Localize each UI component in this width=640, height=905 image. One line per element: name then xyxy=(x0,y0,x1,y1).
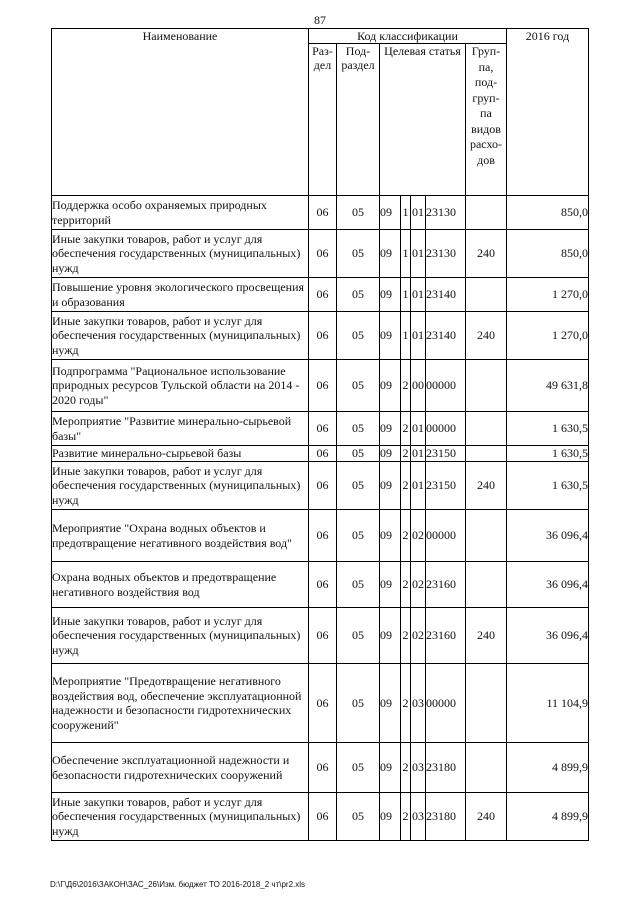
row-expense-group: 240 xyxy=(466,462,507,510)
row-target-event: 00 xyxy=(411,360,426,412)
file-path-footer: D:\Г\Д6\2016\ЗАКОН\ЗАС_26\Изм. бюджет ТО 2016-2018_2 чт\pr2.xls xyxy=(50,880,306,889)
row-target-direction: 23160 xyxy=(426,608,466,664)
row-name: Иные закупки товаров, работ и услуг для обеспечения государственных (муниципальных) нужд xyxy=(52,312,309,360)
row-target-direction: 23160 xyxy=(426,562,466,608)
row-target-program: 09 xyxy=(380,230,401,278)
row-target-subprogram: 2 xyxy=(402,446,409,460)
table-row xyxy=(52,230,589,278)
row-name: Иные закупки товаров, работ и услуг для обеспечения государственных (муниципальных) нужд xyxy=(52,230,309,278)
row-expense-group: 240 xyxy=(466,793,507,841)
row-amount: 49 631,8 xyxy=(507,360,589,412)
row-target-event: 03 xyxy=(411,743,426,793)
row-name: Развитие минерально-сырьевой базы xyxy=(52,446,309,462)
row-name: Иные закупки товаров, работ и услуг для обеспечения государственных (муниципальных) нужд xyxy=(52,462,309,510)
row-target-subprogram: 2 xyxy=(401,510,411,562)
row-expense-group xyxy=(466,196,507,230)
row-target-subprogram: 2 xyxy=(401,462,411,510)
row-amount: 1 270,0 xyxy=(507,278,589,312)
row-target-direction: 23180 xyxy=(426,793,466,841)
row-name: Иные закупки товаров, работ и услуг для обеспечения государственных (муниципальных) нужд xyxy=(52,608,309,664)
page-number: 87 xyxy=(314,13,326,27)
row-subsection-code: 05 xyxy=(337,278,380,312)
row-subsection-code: 05 xyxy=(337,562,380,608)
row-name: Мероприятие "Охрана водных объектов и предотвращение негативного воздействия вод" xyxy=(52,510,309,562)
row-expense-group xyxy=(466,510,507,562)
row-target-subprogram: 2 xyxy=(401,608,411,664)
row-subsection-code: 05 xyxy=(337,510,380,562)
table-row xyxy=(52,793,589,841)
row-amount: 1 630,5 xyxy=(507,412,589,446)
row-name: Подпрограмма "Рациональное использование природных ресурсов Тульской области на 2014 - 2020 годы" xyxy=(52,360,309,412)
row-subsection-code: 05 xyxy=(337,360,380,412)
row-name: Поддержка особо охраняемых природных территорий xyxy=(52,196,309,230)
row-section-code: 06 xyxy=(309,230,337,278)
row-expense-group: 240 xyxy=(466,312,507,360)
row-amount: 36 096,4 xyxy=(507,562,589,608)
row-name: Охрана водных объектов и предотвращение негативного воздействия вод xyxy=(52,562,309,608)
row-target-program: 09 xyxy=(380,462,401,510)
column-header-year: 2016 год xyxy=(507,29,589,196)
row-amount: 1 630,5 xyxy=(507,446,589,462)
row-target-subprogram: 2 xyxy=(401,743,411,793)
row-subsection-code: 05 xyxy=(337,230,380,278)
row-target-event: 02 xyxy=(411,510,426,562)
row-section-code: 06 xyxy=(309,446,337,462)
row-subsection-code: 05 xyxy=(337,743,380,793)
row-target-event: 03 xyxy=(411,664,426,743)
row-amount: 850,0 xyxy=(507,196,589,230)
column-header-target: Целевая статья xyxy=(380,44,466,196)
row-section-code: 06 xyxy=(309,510,337,562)
row-target-event: 02 xyxy=(411,562,426,608)
row-target-direction: 00000 xyxy=(426,360,466,412)
row-amount: 11 104,9 xyxy=(507,664,589,743)
row-name: Мероприятие "Развитие минерально-сырьевой базы" xyxy=(52,412,309,446)
row-section-code: 06 xyxy=(309,664,337,743)
row-target-program: 09 xyxy=(380,743,401,793)
row-expense-group xyxy=(466,412,507,446)
row-target-event: 03 xyxy=(411,793,426,841)
row-target-direction: 23180 xyxy=(426,743,466,793)
row-target-direction: 00000 xyxy=(426,510,466,562)
row-section-code: 06 xyxy=(309,608,337,664)
row-subsection-code: 05 xyxy=(337,462,380,510)
row-target-program: 09 xyxy=(380,446,401,462)
table-row xyxy=(52,446,589,462)
row-section-code: 06 xyxy=(309,462,337,510)
row-amount: 1 270,0 xyxy=(507,312,589,360)
row-target-event: 02 xyxy=(411,608,426,664)
row-expense-group xyxy=(466,664,507,743)
table-row xyxy=(52,312,589,360)
row-subsection-code: 05 xyxy=(337,608,380,664)
row-expense-group xyxy=(466,360,507,412)
row-target-program: 09 xyxy=(380,562,401,608)
column-header-expense-group: Груп- па, под- груп- па видов расхо- дов xyxy=(466,44,507,196)
row-expense-group xyxy=(466,562,507,608)
row-subsection-code: 05 xyxy=(337,793,380,841)
table-row xyxy=(52,562,589,608)
row-target-program: 09 xyxy=(380,278,401,312)
row-target-subprogram: 2 xyxy=(401,412,411,446)
table-row xyxy=(52,743,589,793)
row-amount: 850,0 xyxy=(507,230,589,278)
row-name: Обеспечение эксплуатационной надежности и безопасности гидротехнических сооружений xyxy=(52,743,309,793)
row-target-subprogram: 2 xyxy=(401,562,411,608)
column-header-subsection: Под- раздел xyxy=(337,44,380,196)
row-target-program: 09 xyxy=(380,510,401,562)
row-section-code: 06 xyxy=(309,743,337,793)
row-target-direction: 23150 xyxy=(426,446,466,462)
row-target-direction: 00000 xyxy=(426,412,466,446)
table-row xyxy=(52,196,589,230)
row-target-subprogram: 1 xyxy=(401,196,411,230)
row-target-direction: 23130 xyxy=(426,196,466,230)
row-target-event: 01 xyxy=(411,230,426,278)
table-row xyxy=(52,278,589,312)
row-subsection-code: 05 xyxy=(337,446,380,462)
row-section-code: 06 xyxy=(309,360,337,412)
row-subsection-code: 05 xyxy=(337,196,380,230)
row-target-event: 01 xyxy=(411,196,426,230)
row-amount: 36 096,4 xyxy=(507,608,589,664)
row-subsection-code: 05 xyxy=(337,312,380,360)
table-row xyxy=(52,412,589,446)
row-target-direction: 23150 xyxy=(426,462,466,510)
row-expense-group: 240 xyxy=(466,608,507,664)
row-target-program: 09 xyxy=(380,360,401,412)
table-row xyxy=(52,510,589,562)
row-target-event: 01 xyxy=(411,278,426,312)
row-subsection-code: 05 xyxy=(337,412,380,446)
row-target-subprogram: 2 xyxy=(401,360,411,412)
row-target-program: 09 xyxy=(380,312,401,360)
table-row xyxy=(52,664,589,743)
row-expense-group xyxy=(466,743,507,793)
row-target-direction: 23140 xyxy=(426,312,466,360)
row-target-subprogram: 1 xyxy=(401,230,411,278)
row-target-subprogram: 1 xyxy=(401,278,411,312)
row-target-subprogram: 2 xyxy=(401,793,411,841)
row-target-event: 01 xyxy=(411,462,426,510)
table-row xyxy=(52,462,589,510)
row-amount: 4 899,9 xyxy=(507,743,589,793)
row-target-subprogram: 1 xyxy=(401,312,411,360)
row-expense-group: 240 xyxy=(466,230,507,278)
row-amount: 36 096,4 xyxy=(507,510,589,562)
row-target-subprogram: 2 xyxy=(401,664,411,743)
column-header-classification: Код классификации xyxy=(309,29,507,44)
budget-table xyxy=(51,28,589,841)
row-target-program: 09 xyxy=(380,196,401,230)
row-section-code: 06 xyxy=(309,562,337,608)
row-section-code: 06 xyxy=(309,196,337,230)
row-section-code: 06 xyxy=(309,278,337,312)
row-target-direction: 23140 xyxy=(426,278,466,312)
column-header-section: Раз- дел xyxy=(309,44,337,196)
row-amount: 1 630,5 xyxy=(507,462,589,510)
row-target-program: 09 xyxy=(380,664,401,743)
row-section-code: 06 xyxy=(309,412,337,446)
row-section-code: 06 xyxy=(309,793,337,841)
row-target-event: 01 xyxy=(412,446,424,460)
row-target-program: 09 xyxy=(380,412,401,446)
table-row xyxy=(52,608,589,664)
column-header-name: Наименование xyxy=(52,29,309,196)
row-expense-group xyxy=(466,278,507,312)
row-name: Иные закупки товаров, работ и услуг для обеспечения государственных (муниципальных) нужд xyxy=(52,793,309,841)
row-name: Мероприятие "Предотвращение негативного воздействия вод, обеспечение эксплуатационной надежности и безопасности гидротехнических сооружений" xyxy=(52,664,309,743)
row-target-direction: 23130 xyxy=(426,230,466,278)
row-name: Повышение уровня экологического просвещения и образования xyxy=(52,278,309,312)
row-target-event: 01 xyxy=(411,312,426,360)
row-subsection-code: 05 xyxy=(337,664,380,743)
row-expense-group xyxy=(466,446,507,462)
table-row xyxy=(52,360,589,412)
row-target-program: 09 xyxy=(380,608,401,664)
row-target-program: 09 xyxy=(380,793,401,841)
row-amount: 4 899,9 xyxy=(507,793,589,841)
row-target-event: 01 xyxy=(411,412,426,446)
row-target-direction: 00000 xyxy=(426,664,466,743)
row-section-code: 06 xyxy=(309,312,337,360)
